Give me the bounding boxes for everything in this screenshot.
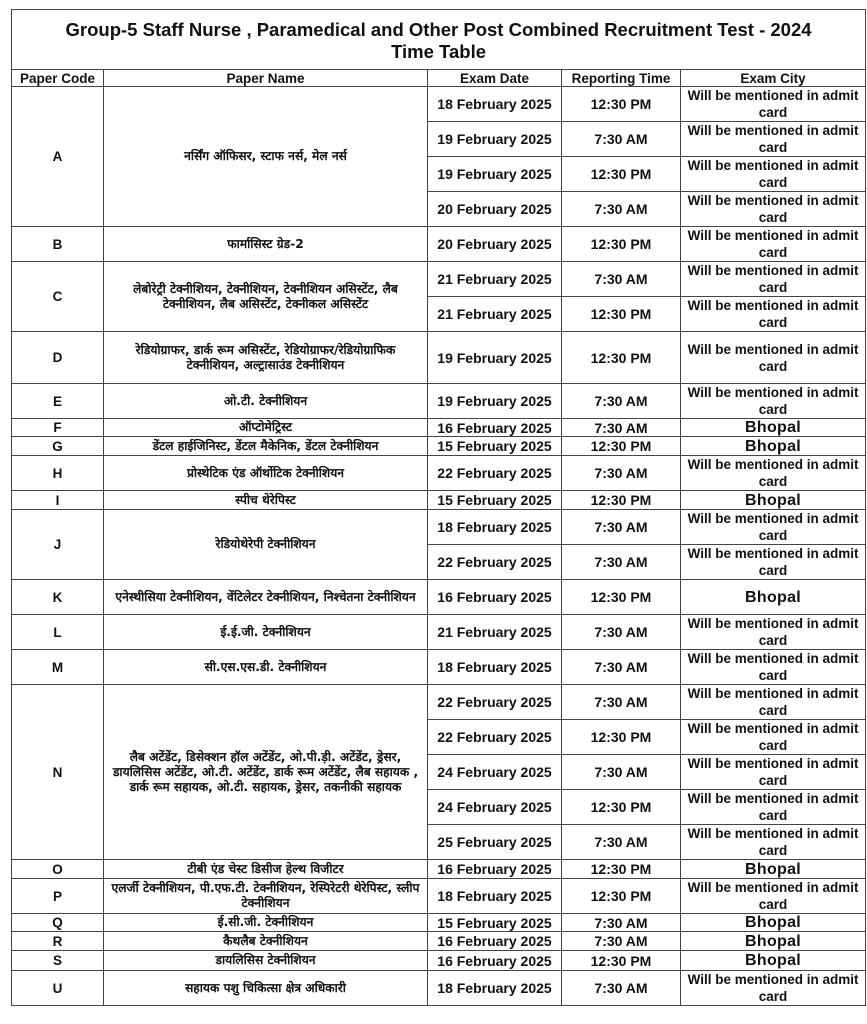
reporting-time: 12:30 PM [562, 437, 681, 456]
reporting-time: 7:30 AM [562, 545, 681, 580]
reporting-time: 12:30 PM [562, 790, 681, 825]
paper-name: डायलिसिस टेक्नीशियन [104, 951, 428, 971]
table-row [12, 491, 866, 510]
exam-city: Will be mentioned in admit card [681, 545, 866, 580]
timetable-document [11, 9, 865, 1006]
exam-city: Will be mentioned in admit card [681, 122, 866, 157]
exam-city: Bhopal [681, 914, 866, 932]
exam-date: 18 February 2025 [428, 510, 562, 545]
exam-date: 24 February 2025 [428, 755, 562, 790]
exam-city: Bhopal [681, 419, 866, 437]
table-row [12, 262, 866, 297]
exam-date: 15 February 2025 [428, 437, 562, 456]
reporting-time: 7:30 AM [562, 384, 681, 419]
title-row [12, 10, 866, 70]
paper-name: एनेस्थीसिया टेक्नीशियन, वेंटिलेटर टेक्नीशियन, निश्चेतना टेक्नीशियन [104, 580, 428, 615]
exam-city: Will be mentioned in admit card [681, 720, 866, 755]
exam-city: Bhopal [681, 580, 866, 615]
exam-city: Will be mentioned in admit card [681, 790, 866, 825]
exam-date: 18 February 2025 [428, 650, 562, 685]
exam-city: Will be mentioned in admit card [681, 157, 866, 192]
paper-code: E [12, 384, 104, 419]
paper-name: कैथलैब टेक्नीशियन [104, 932, 428, 951]
reporting-time: 7:30 AM [562, 650, 681, 685]
exam-city: Will be mentioned in admit card [681, 227, 866, 262]
paper-code: G [12, 437, 104, 456]
exam-date: 16 February 2025 [428, 580, 562, 615]
reporting-time: 12:30 PM [562, 87, 681, 122]
reporting-time: 7:30 AM [562, 825, 681, 860]
paper-name: सहायक पशु चिकित्सा क्षेत्र अधिकारी [104, 971, 428, 1006]
exam-date: 21 February 2025 [428, 262, 562, 297]
reporting-time: 7:30 AM [562, 456, 681, 491]
title-line-2: Time Table [391, 40, 486, 62]
exam-city: Will be mentioned in admit card [681, 297, 866, 332]
paper-code: H [12, 456, 104, 491]
exam-city: Bhopal [681, 860, 866, 879]
header-row [12, 70, 866, 87]
paper-code: N [12, 685, 104, 860]
reporting-time: 7:30 AM [562, 192, 681, 227]
table-row [12, 384, 866, 419]
exam-date: 19 February 2025 [428, 157, 562, 192]
exam-date: 16 February 2025 [428, 860, 562, 879]
exam-date: 19 February 2025 [428, 384, 562, 419]
exam-city: Will be mentioned in admit card [681, 755, 866, 790]
exam-city: Will be mentioned in admit card [681, 87, 866, 122]
header-exam-city: Exam City [681, 70, 866, 87]
document-title [12, 10, 866, 70]
paper-code: B [12, 227, 104, 262]
paper-code: J [12, 510, 104, 580]
exam-city: Will be mentioned in admit card [681, 456, 866, 491]
table-row [12, 932, 866, 951]
paper-name: एलर्जी टेक्नीशियन, पी.एफ.टी. टेक्नीशियन, रेस्पिरेटरी थेरेपिस्ट, स्लीप टेक्नीशियन [104, 879, 428, 914]
exam-city: Will be mentioned in admit card [681, 879, 866, 914]
header-exam-date: Exam Date [428, 70, 562, 87]
reporting-time: 7:30 AM [562, 914, 681, 932]
reporting-time: 7:30 AM [562, 419, 681, 437]
exam-date: 24 February 2025 [428, 790, 562, 825]
table-row [12, 685, 866, 720]
exam-city: Will be mentioned in admit card [681, 384, 866, 419]
paper-name: फार्मासिस्ट ग्रेड-2 [104, 227, 428, 262]
exam-date: 21 February 2025 [428, 297, 562, 332]
table-row [12, 332, 866, 384]
exam-city: Bhopal [681, 437, 866, 456]
paper-name: ई.सी.जी. टेक्नीशियन [104, 914, 428, 932]
exam-city: Will be mentioned in admit card [681, 825, 866, 860]
paper-code: F [12, 419, 104, 437]
table-row [12, 437, 866, 456]
header-paper-name: Paper Name [104, 70, 428, 87]
reporting-time: 12:30 PM [562, 157, 681, 192]
reporting-time: 12:30 PM [562, 580, 681, 615]
exam-date: 21 February 2025 [428, 615, 562, 650]
exam-city: Will be mentioned in admit card [681, 262, 866, 297]
table-row [12, 227, 866, 262]
exam-date: 22 February 2025 [428, 720, 562, 755]
paper-code: D [12, 332, 104, 384]
table-row [12, 580, 866, 615]
exam-date: 16 February 2025 [428, 951, 562, 971]
paper-name: टीबी एंड चेस्ट डिसीज हेल्थ विजीटर [104, 860, 428, 879]
reporting-time: 7:30 AM [562, 685, 681, 720]
paper-name: रेडियोथेरेपी टेक्नीशियन [104, 510, 428, 580]
exam-date: 19 February 2025 [428, 122, 562, 157]
reporting-time: 12:30 PM [562, 951, 681, 971]
exam-date: 20 February 2025 [428, 192, 562, 227]
table-row [12, 879, 866, 914]
paper-code: C [12, 262, 104, 332]
table-row [12, 650, 866, 685]
paper-name: रेडियोग्राफर, डार्क रूम असिस्टेंट, रेडियोग्राफर/रेडियोग्राफिक टेक्नीशियन, अल्ट्रासाउंड टेक्नीशियन [104, 332, 428, 384]
reporting-time: 12:30 PM [562, 297, 681, 332]
exam-date: 20 February 2025 [428, 227, 562, 262]
paper-code: S [12, 951, 104, 971]
reporting-time: 7:30 AM [562, 510, 681, 545]
paper-name: प्रोस्थेटिक एंड ऑर्थोटिक टेक्नीशियन [104, 456, 428, 491]
exam-date: 16 February 2025 [428, 419, 562, 437]
header-paper-code: Paper Code [12, 70, 104, 87]
table-row [12, 971, 866, 1006]
reporting-time: 7:30 AM [562, 122, 681, 157]
paper-code: O [12, 860, 104, 879]
reporting-time: 12:30 PM [562, 332, 681, 384]
reporting-time: 7:30 AM [562, 971, 681, 1006]
paper-code: R [12, 932, 104, 951]
table-row [12, 419, 866, 437]
paper-code: P [12, 879, 104, 914]
paper-name: सी.एस.एस.डी. टेक्नीशियन [104, 650, 428, 685]
exam-date: 22 February 2025 [428, 685, 562, 720]
reporting-time: 12:30 PM [562, 720, 681, 755]
paper-name: ओ.टी. टेक्नीशियन [104, 384, 428, 419]
timetable-body [12, 87, 866, 1006]
paper-code: K [12, 580, 104, 615]
exam-city: Will be mentioned in admit card [681, 332, 866, 384]
table-row [12, 860, 866, 879]
table-row [12, 615, 866, 650]
paper-code: I [12, 491, 104, 510]
exam-city: Will be mentioned in admit card [681, 510, 866, 545]
exam-city: Will be mentioned in admit card [681, 650, 866, 685]
exam-city: Will be mentioned in admit card [681, 971, 866, 1006]
table-row [12, 456, 866, 491]
exam-date: 18 February 2025 [428, 971, 562, 1006]
reporting-time: 12:30 PM [562, 491, 681, 510]
table-row [12, 87, 866, 122]
reporting-time: 7:30 AM [562, 262, 681, 297]
timetable [11, 9, 866, 1006]
paper-code: M [12, 650, 104, 685]
exam-date: 18 February 2025 [428, 879, 562, 914]
exam-city: Bhopal [681, 932, 866, 951]
title-line-1: Group-5 Staff Nurse , Paramedical and Other Post Combined Recruitment Test - 2024 [65, 18, 812, 40]
reporting-time: 7:30 AM [562, 615, 681, 650]
header-reporting-time: Reporting Time [562, 70, 681, 87]
reporting-time: 12:30 PM [562, 227, 681, 262]
exam-date: 19 February 2025 [428, 332, 562, 384]
reporting-time: 7:30 AM [562, 755, 681, 790]
paper-name: स्पीच थेरेपिस्ट [104, 491, 428, 510]
paper-name: लैब अटेंडेंट, डिसेक्शन हॉल अटेंडेंट, ओ.पी.ड़ी. अटेंडेंट, ड्रेसर, डायलिसिस अटेंडेंट, ओ.टी. अटेंडेंट, डार्क रूम अटेंडेंट, लैब सहायक , डार्क रूम सहायक, ओ.टी. सहायक, ड्रेसर, तकनीकी सहायक [104, 685, 428, 860]
exam-date: 18 February 2025 [428, 87, 562, 122]
exam-date: 15 February 2025 [428, 491, 562, 510]
exam-date: 22 February 2025 [428, 545, 562, 580]
reporting-time: 12:30 PM [562, 860, 681, 879]
exam-date: 25 February 2025 [428, 825, 562, 860]
exam-city: Bhopal [681, 491, 866, 510]
paper-name: डेंटल हाईजिनिस्ट, डेंटल मैकेनिक, डेंटल टेक्नीशियन [104, 437, 428, 456]
table-row [12, 914, 866, 932]
reporting-time: 12:30 PM [562, 879, 681, 914]
exam-date: 16 February 2025 [428, 932, 562, 951]
exam-city: Bhopal [681, 951, 866, 971]
exam-city: Will be mentioned in admit card [681, 192, 866, 227]
paper-name: ऑप्टोमेट्रिस्ट [104, 419, 428, 437]
exam-date: 15 February 2025 [428, 914, 562, 932]
paper-code: U [12, 971, 104, 1006]
reporting-time: 7:30 AM [562, 932, 681, 951]
paper-name: लेबोरेट्री टेक्नीशियन, टेक्नीशियन, टेक्नीशियन असिस्टेंट, लैब टेक्नीशियन, लैब असिस्टेंट, टेक्नीकल असिस्टेंट [104, 262, 428, 332]
exam-city: Will be mentioned in admit card [681, 615, 866, 650]
table-row [12, 510, 866, 545]
paper-code: A [12, 87, 104, 227]
paper-name: ई.ई.जी. टेक्नीशियन [104, 615, 428, 650]
exam-city: Will be mentioned in admit card [681, 685, 866, 720]
paper-code: Q [12, 914, 104, 932]
table-row [12, 951, 866, 971]
paper-code: L [12, 615, 104, 650]
paper-name: नर्सिंग ऑफिसर, स्टाफ नर्स, मेल नर्स [104, 87, 428, 227]
exam-date: 22 February 2025 [428, 456, 562, 491]
